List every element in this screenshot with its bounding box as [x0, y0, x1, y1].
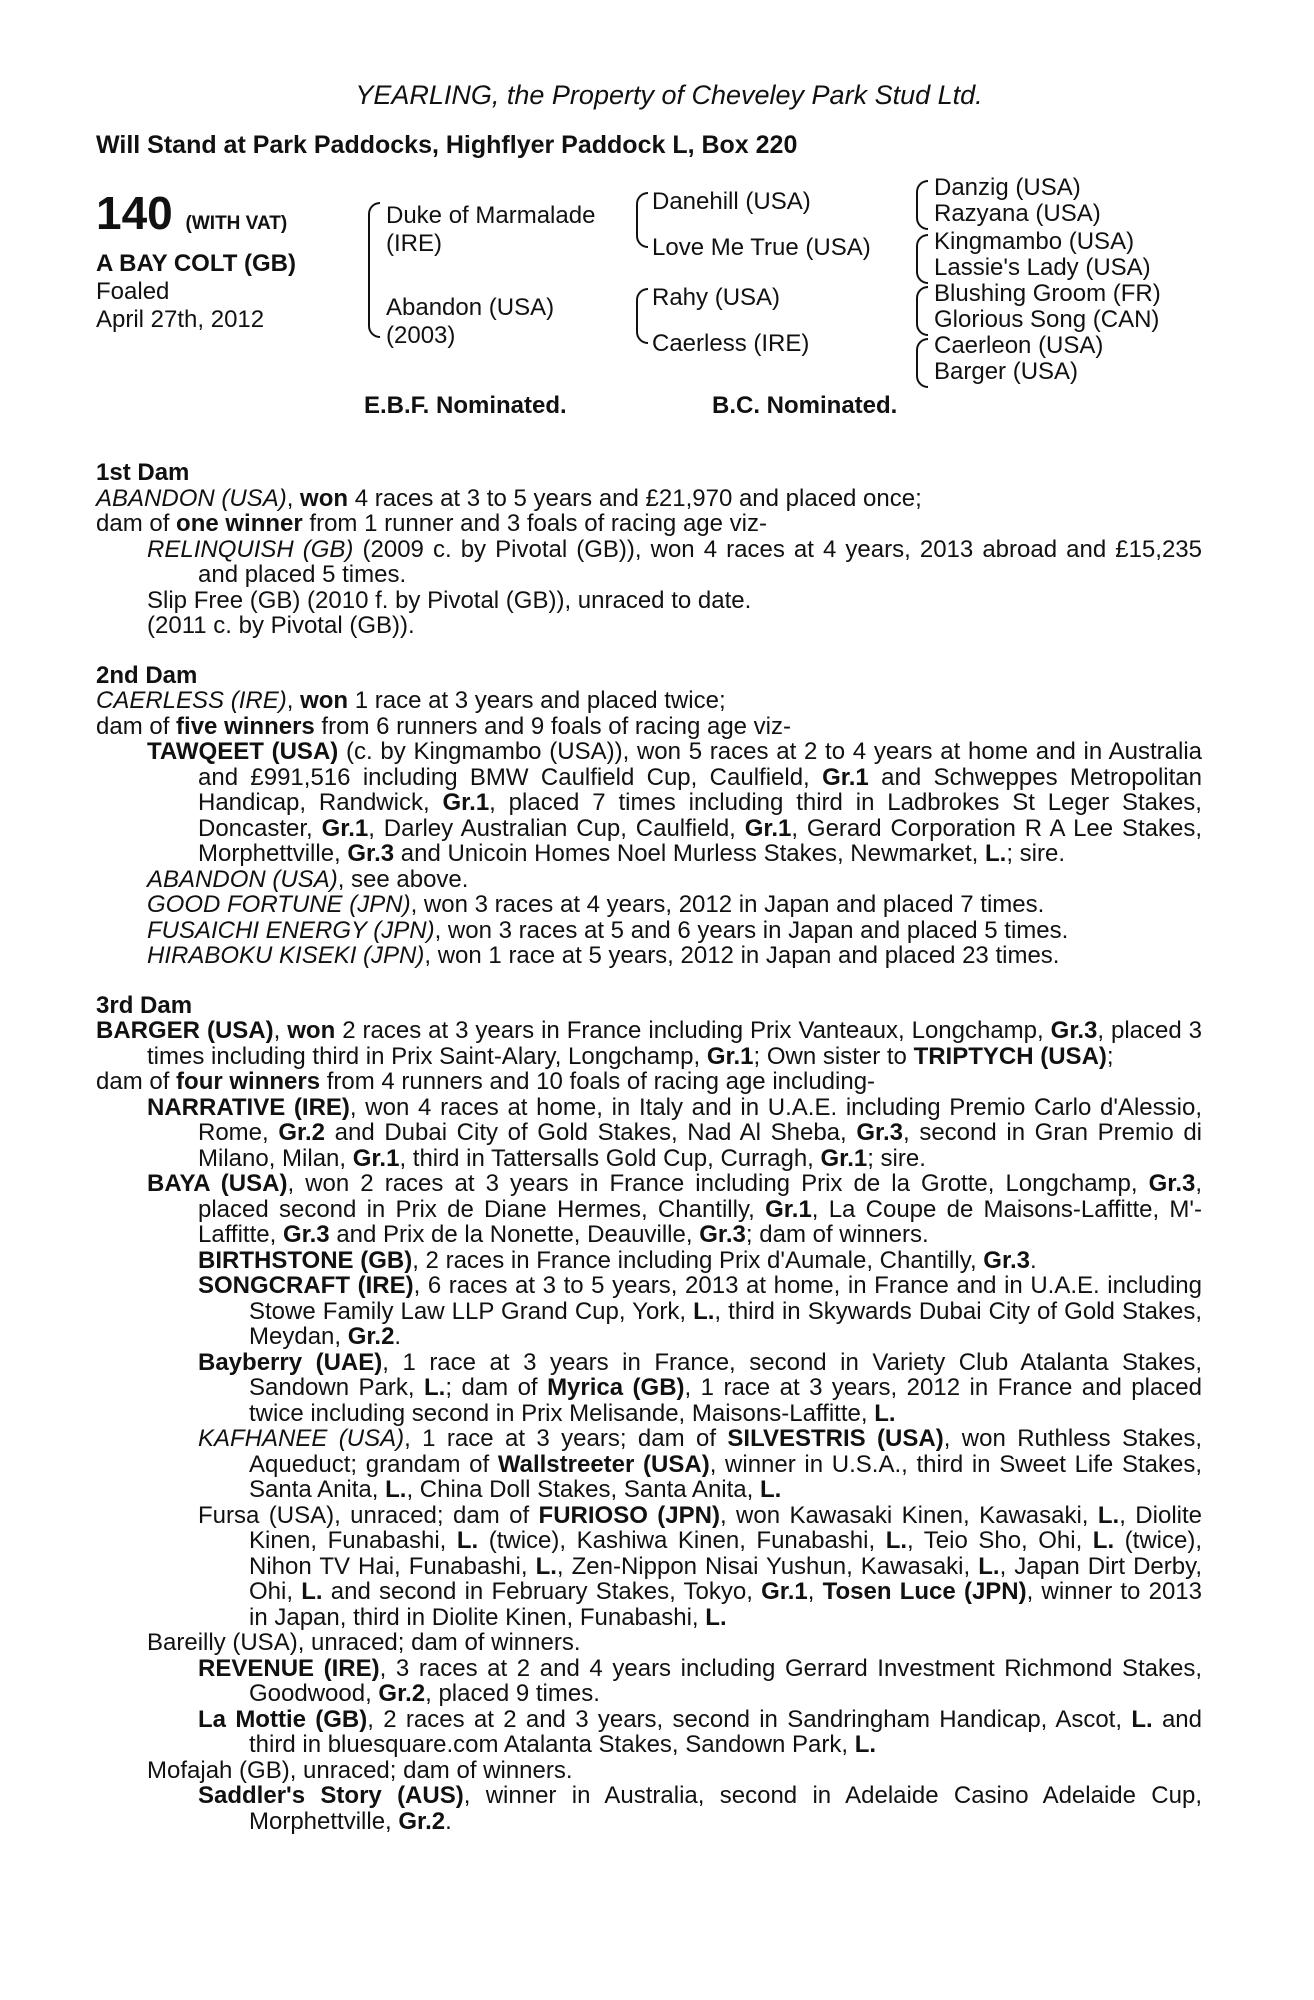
third-dam-mofajah: Mofajah (GB), unraced; dam of winners.	[147, 1756, 573, 1784]
first-dam-produce: RELINQUISH (GB) (2009 c. by Pivotal (GB)), won 4 races at 4 years, 2013 abroad and £15,235 and placed 5 times.	[147, 535, 1202, 588]
second-dam-heading: 2nd Dam	[96, 661, 198, 689]
first-dam-line: ABANDON (USA), won 4 races at 3 to 5 years and £21,970 and placed once;	[96, 484, 922, 512]
third-dam-line: dam of four winners from 4 runners and 10 foals of racing age including-	[96, 1068, 876, 1095]
third-dam-baya: BAYA (USA), won 2 races at 3 years in France including Prix de la Grotte, Longchamp, Gr.3, placed second in Prix de Diane Hermes, Chantilly, Gr.1, La Coupe de Maisons-Laffitte, M'-Laffitte, Gr.3 and Prix de la Nonette, Deauville, Gr.3; dam of winners.	[147, 1170, 1203, 1248]
gen3-bracket-1	[916, 180, 928, 230]
gen3-kingmambo: Kingmambo (USA)	[934, 228, 1135, 255]
lot-number: 140	[96, 187, 173, 239]
second-dam-produce: HIRABOKU KISEKI (JPN), won 1 race at 5 years, 2012 in Japan and placed 23 times.	[147, 942, 1060, 969]
third-dam-bareilly: Bareilly (USA), unraced; dam of winners.	[147, 1629, 581, 1656]
dam-name: Abandon (USA)	[386, 294, 555, 321]
baya-produce: Bayberry (UAE), 1 race at 3 years in France, second in Variety Club Atalanta Stakes, Sandown Park, L.; dam of Myrica (GB), 1 race at 3 years, 2012 in France and placed twice including second in Prix Melisande, Maisons-Laffitte, L.	[198, 1348, 1203, 1427]
first-dam-produce: (2011 c. by Pivotal (GB)).	[147, 612, 415, 639]
ebf-nominated: E.B.F. Nominated.	[364, 392, 567, 419]
page-title: YEARLING, the Property of Cheveley Park Stud Ltd.	[355, 80, 983, 110]
second-dam-line: CAERLESS (IRE), won 1 race at 3 years and placed twice;	[96, 687, 726, 714]
grandsire-paternal: Danehill (USA)	[652, 188, 811, 215]
dam-parents-bracket	[636, 288, 648, 344]
gen3-razyana: Razyana (USA)	[934, 200, 1101, 227]
third-dam-heading: 3rd Dam	[96, 991, 193, 1019]
foaled-date: April 27th, 2012	[96, 306, 265, 333]
second-dam-line: dam of five winners from 6 runners and 9 foals of racing age viz-	[96, 712, 792, 740]
baya-produce: Fursa (USA), unraced; dam of FURIOSO (JPN), won Kawasaki Kinen, Kawasaki, L., Diolite Kinen, Funabashi, L. (twice), Kashiwa Kinen, Funabashi, L., Teio Sho, Ohi, L. (twice), Nihon TV Hai, Funabashi, L., Zen-Nippon Nisai Yushun, Kawasaki, L., Japan Dirt Derby, Ohi, L. and second in February Stakes, Tokyo, Gr.1, Tosen Luce (JPN), winner to 2013 in Japan, third in Diolite Kinen, Funabashi, L.	[198, 1501, 1202, 1631]
sire-parents-bracket	[636, 192, 648, 248]
first-dam-line: dam of one winner from 1 runner and 3 foals of racing age viz-	[96, 510, 767, 537]
vat-note: (WITH VAT)	[185, 213, 288, 234]
pedigree-block	[96, 174, 1202, 438]
baya-produce: KAFHANEE (USA), 1 race at 3 years; dam of SILVESTRIS (USA), won Ruthless Stakes, Aqueduct; grandam of Wallstreeter (USA), winner in U.S.A., third in Sweet Life Stakes, Santa Anita, L., China Doll Stakes, Santa Anita, L.	[198, 1425, 1203, 1503]
sire-dam-bracket	[368, 202, 380, 338]
gen3-lassies-lady: Lassie's Lady (USA)	[934, 254, 1151, 281]
gen3-danzig: Danzig (USA)	[934, 174, 1081, 201]
grandsire-maternal: Rahy (USA)	[652, 284, 781, 311]
bareilly-produce: La Mottie (GB), 2 races at 2 and 3 years, second in Sandringham Handicap, Ascot, L. and third in bluesquare.com Atalanta Stakes, Sandown Park, L.	[198, 1705, 1203, 1758]
first-dam-heading: 1st Dam	[96, 459, 190, 486]
third-dam-intro: BARGER (USA), won 2 races at 3 years in France including Prix Vanteaux, Longchamp, Gr.3, placed 3 times including third in Prix Saint-Alary, Longchamp, Gr.1; Own sister to TRIPTYCH (USA);	[96, 1017, 1203, 1070]
bc-nominated: B.C. Nominated.	[712, 392, 898, 419]
dam-year: (2003)	[386, 322, 456, 349]
bareilly-produce: REVENUE (IRE), 3 races at 2 and 4 years including Gerrard Investment Richmond Stakes, Goodwood, Gr.2, placed 9 times.	[198, 1654, 1203, 1707]
sire-name: Duke of Marmalade	[386, 202, 596, 229]
second-dam-produce: GOOD FORTUNE (JPN), won 3 races at 4 years, 2012 in Japan and placed 7 times.	[147, 891, 1045, 918]
second-dam-main-winner: TAWQEET (USA) (c. by Kingmambo (USA)), won 5 races at 2 to 4 years at home and in Australia and £991,516 including BMW Caulfield Cup, Caulfield, Gr.1 and Schweppes Metropolitan Handicap, Randwick, Gr.1, placed 7 times including third in Ladbrokes St Leger Stakes, Doncaster, Gr.1, Darley Australian Cup, Caulfield, Gr.1, Gerard Corporation R A Lee Stakes, Morphettville, Gr.3 and Unicoin Homes Noel Murless Stakes, Newmarket, L.; sire.	[147, 738, 1203, 867]
gen3-glorious-song: Glorious Song (CAN)	[934, 306, 1160, 333]
granddam-paternal: Love Me True (USA)	[652, 234, 871, 261]
stand-location: Will Stand at Park Paddocks, Highflyer Paddock L, Box 220	[96, 131, 798, 159]
first-dam-produce: Slip Free (GB) (2010 f. by Pivotal (GB)), unraced to date.	[147, 586, 752, 614]
second-dam-produce: FUSAICHI ENERGY (JPN), won 3 races at 5 and 6 years in Japan and placed 5 times.	[147, 916, 1069, 944]
gen3-blushing-groom: Blushing Groom (FR)	[934, 280, 1161, 307]
gen3-caerleon: Caerleon (USA)	[934, 332, 1104, 359]
foaled-label: Foaled	[96, 278, 170, 305]
baya-produce: BIRTHSTONE (GB), 2 races in France including Prix d'Aumale, Chantilly, Gr.3.	[198, 1246, 1037, 1274]
second-dam-produce: ABANDON (USA), see above.	[147, 865, 469, 893]
catalogue-page	[96, 80, 1202, 1834]
first-dam-section	[96, 460, 1202, 639]
mofajah-produce: Saddler's Story (AUS), winner in Australia, second in Adelaide Casino Adelaide Cup, Morphettville, Gr.2.	[198, 1782, 1202, 1835]
horse-name: A BAY COLT (GB)	[96, 250, 297, 277]
sire-country: (IRE)	[386, 230, 442, 257]
baya-produce: SONGCRAFT (IRE), 6 races at 3 to 5 years, 2013 at home, in France and in U.A.E. including Stowe Family Law LLP Grand Cup, York, L., third in Skywards Dubai City of Gold Stakes, Meydan, Gr.2.	[198, 1272, 1203, 1350]
gen3-bracket-3	[916, 286, 928, 336]
third-dam-narrative: NARRATIVE (IRE), won 4 races at home, in Italy and in U.A.E. including Premio Carlo d'Alessio, Rome, Gr.2 and Dubai City of Gold Stakes, Nad Al Sheba, Gr.3, second in Gran Premio di Milano, Milan, Gr.1, third in Tattersalls Gold Cup, Curragh, Gr.1; sire.	[147, 1093, 1202, 1172]
gen3-bracket-4	[916, 338, 928, 388]
third-dam-section	[96, 993, 1202, 1835]
gen3-bracket-2	[916, 234, 928, 284]
lot-number-row	[96, 188, 287, 249]
granddam-maternal: Caerless (IRE)	[652, 330, 810, 357]
gen3-barger: Barger (USA)	[934, 358, 1079, 385]
second-dam-section	[96, 663, 1202, 969]
